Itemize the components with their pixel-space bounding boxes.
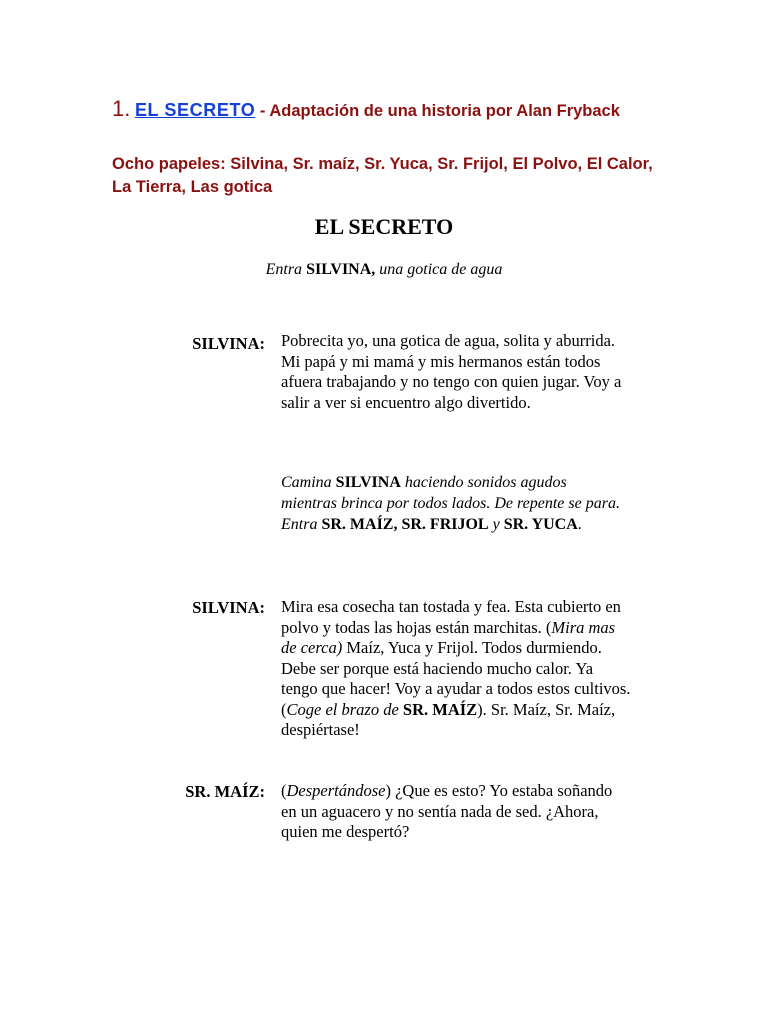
- stage-text: haciendo sonidos agudos mientras brinca por todos lados. De repente se para. Entra: [281, 474, 620, 533]
- entrance-direction: [0, 259, 768, 281]
- dialogue-line: [281, 597, 631, 741]
- dialogue-name: SR. MAÍZ: [402, 699, 478, 719]
- play-title: EL SECRETO: [314, 214, 454, 239]
- dialogue-text: Maíz, Yuca y Frijol. Todos durmiendo. Debe ser porque está haciendo mucho calor. Ya tengo que hacer! Voy a ayudar a todos estos cultivos. (: [281, 638, 631, 719]
- speaker-label: SILVINA:: [192, 334, 265, 353]
- stage-text: .: [577, 516, 582, 533]
- stage-name: SR. YUCA: [503, 516, 578, 533]
- dialogue-line: [281, 781, 631, 843]
- dialogue-text: Mira esa cosecha tan tostada y fea. Esta cubierto en polvo y todas las hojas están marchitas. (: [281, 597, 621, 637]
- entrance-name: SILVINA,: [306, 261, 376, 278]
- dialogue-direction: Coge el brazo de: [286, 699, 403, 719]
- item-number: 1.: [112, 96, 131, 121]
- title-link[interactable]: EL SECRETO: [134, 100, 256, 120]
- dialogue-direction: Mira mas de cerca): [281, 617, 616, 657]
- roles-line: Ocho papeles: Silvina, Sr. maíz, Sr. Yuca, Sr. Frijol, El Polvo, El Calor, La Tierra, Las gotica: [112, 155, 653, 196]
- stage-text: y: [488, 516, 504, 533]
- stage-direction: [281, 472, 621, 535]
- speaker-label: SR. MAÍZ:: [185, 782, 265, 801]
- dialogue-text: ). Sr. Maíz, Sr. Maíz, despiértase!: [281, 699, 616, 739]
- stage-name: SILVINA: [335, 474, 401, 491]
- stage-text: Camina: [281, 474, 336, 491]
- entrance-desc: una gotica de agua: [375, 261, 503, 278]
- dialogue-text: (: [281, 781, 287, 800]
- dialogue-direction: Despertándose: [286, 781, 386, 800]
- speaker-label: SILVINA:: [192, 598, 265, 617]
- dialogue-text: ) ¿Que es esto? Yo estaba soñando en un aguacero y no sentía nada de sed. ¿Ahora, quien me despertó?: [281, 781, 613, 841]
- play-heading: [112, 97, 672, 123]
- adaptation-subtitle: - Adaptación de una historia por Alan Fryback: [255, 102, 620, 120]
- entrance-prefix: Entra: [265, 261, 307, 278]
- stage-name: SR. MAÍZ, SR. FRIJOL: [321, 516, 489, 533]
- dialogue-line: Pobrecita yo, una gotica de agua, solita y aburrida. Mi papá y mi mamá y mis hermanos están todos afuera trabajando y no tengo con quien jugar. Voy a salir a ver si encuentro algo divertido.: [281, 331, 622, 412]
